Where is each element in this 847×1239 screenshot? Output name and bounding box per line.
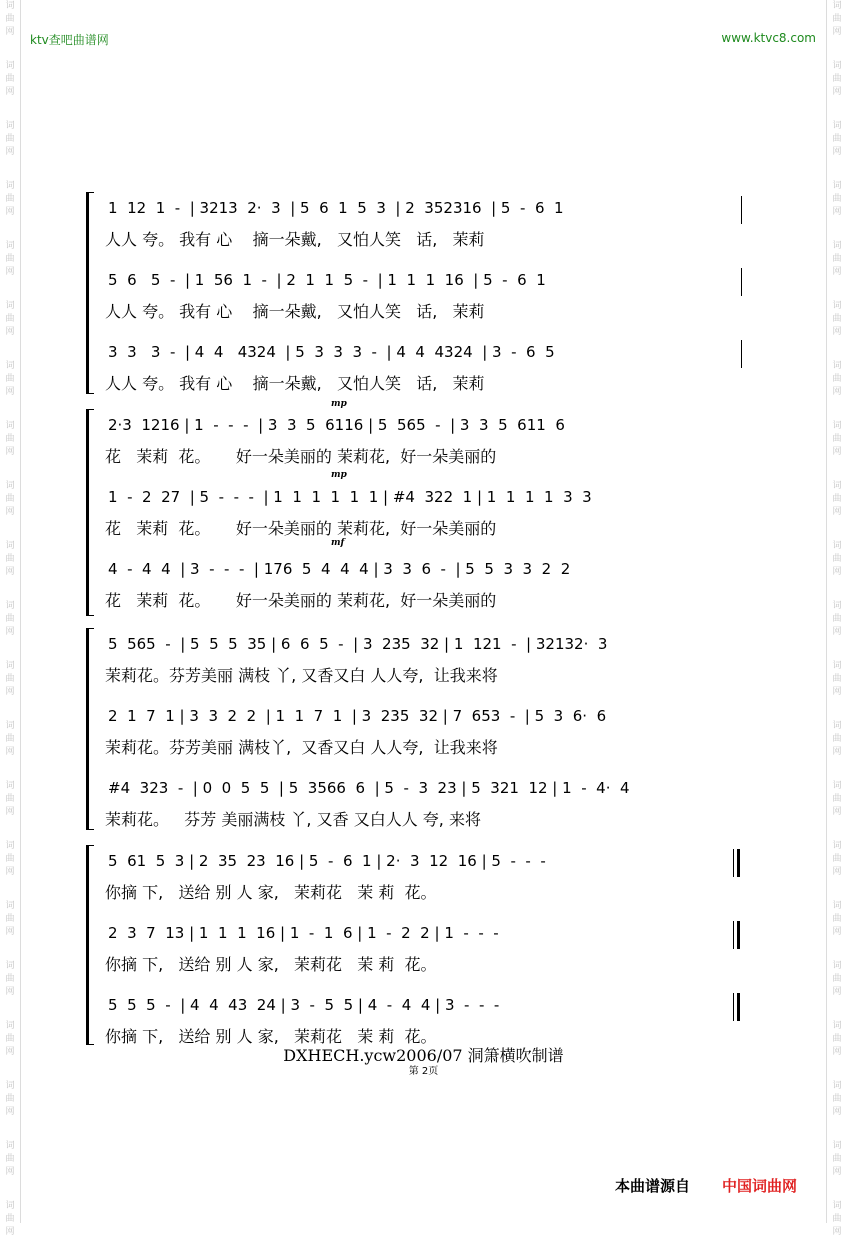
notes: 1 - 2 27 | 5 - - - | 1 1 1 1 1 1 | #4 322 1 | 1 1 1 1 3 3: [108, 488, 592, 506]
watermark-text: 词 曲 网: [832, 121, 842, 157]
header-left-site[interactable]: ktv查吧曲谱网: [30, 33, 109, 47]
watermark-text: 词 曲 网: [832, 841, 842, 877]
watermark-text: 词 曲 网: [832, 301, 842, 337]
watermark-text: 词 曲 网: [832, 1141, 842, 1177]
watermark-text: 词 曲 网: [5, 1, 15, 37]
watermark-text: 词 曲 网: [832, 1081, 842, 1117]
final-barline-thin: [733, 921, 734, 949]
final-barline-thin: [733, 993, 734, 1021]
watermark-text: 词 曲 网: [5, 781, 15, 817]
system-brace: [86, 845, 94, 1045]
notes: 2 1 7 1 | 3 3 2 2 | 1 1 7 1 | 3 235 32 | 7 653 - | 5 3 6· 6: [108, 707, 607, 725]
watermark-text: 词 曲 网: [5, 421, 15, 457]
watermark-text: 词 曲 网: [5, 1021, 15, 1057]
notes: 5 5 5 - | 4 4 43 24 | 3 - 5 5 | 4 - 4 4 | 3 - - -: [108, 996, 500, 1014]
system-brace: [86, 192, 94, 394]
system-brace: [86, 628, 94, 830]
notes: 2·3 1216 | 1 - - - | 3 3 5 6116 | 5 565 - | 3 3 5 611 6: [108, 416, 565, 434]
score-system-4: [86, 843, 742, 1053]
watermark-text: 词 曲 网: [5, 661, 15, 697]
watermark-text: 词 曲 网: [5, 241, 15, 277]
watermark-text: 词 曲 网: [5, 121, 15, 157]
watermark-text: 词 曲 网: [832, 1, 842, 37]
watermark-text: 词 曲 网: [832, 361, 842, 397]
watermark-text: 词 曲 网: [832, 1201, 842, 1237]
lyrics: 人人 夸。 我有 心 摘一朵戴, 又怕人笑 话, 茉莉: [105, 374, 485, 393]
watermark-text: 词 曲 网: [5, 481, 15, 517]
lyrics: 花 茉莉 花。 好一朵美丽的 茉莉花, 好一朵美丽的: [105, 591, 497, 610]
watermark-text: 词 曲 网: [832, 541, 842, 577]
watermark-text: 词 曲 网: [5, 601, 15, 637]
watermark-text: 词 曲 网: [832, 1021, 842, 1057]
watermark-text: 词 曲 网: [5, 961, 15, 997]
watermark-text: 词 曲 网: [832, 481, 842, 517]
notes: 4 - 4 4 | 3 - - - | 176 5 4 4 4 | 3 3 6 - | 5 5 3 3 2 2: [108, 560, 571, 578]
final-barline-thick: [737, 921, 740, 949]
watermark-text: 词 曲 网: [832, 61, 842, 97]
notes: #4 323 - | 0 0 5 5 | 5 3566 6 | 5 - 3 23 | 5 321 12 | 1 - 4· 4: [108, 779, 630, 797]
dynamic-mark: mf: [331, 538, 345, 548]
lyrics: 茉莉花。芬芳美丽 满枝 丫, 又香又白 人人夸, 让我来将: [105, 666, 498, 685]
dynamic-mark: mp: [331, 470, 347, 480]
left-margin-watermark: [0, 0, 21, 1237]
final-barline-thin: [733, 849, 734, 877]
barline: [741, 268, 742, 296]
watermark-text: 词 曲 网: [832, 241, 842, 277]
right-margin-watermark: [826, 0, 847, 1237]
lyrics: 花 茉莉 花。 好一朵美丽的 茉莉花, 好一朵美丽的: [105, 519, 497, 538]
lyrics: 茉莉花。芬芳美丽 满枝丫, 又香又白 人人夸, 让我来将: [105, 738, 498, 757]
system-brace: [86, 409, 94, 616]
watermark-text: 词 曲 网: [832, 601, 842, 637]
watermark-text: 词 曲 网: [5, 361, 15, 397]
watermark-text: 词 曲 网: [5, 61, 15, 97]
header-right-site[interactable]: www.ktvc8.com: [721, 31, 816, 45]
notes: 3 3 3 - | 4 4 4324 | 5 3 3 3 - | 4 4 4324 | 3 - 6 5: [108, 343, 555, 361]
lyrics: 花 茉莉 花。 好一朵美丽的 茉莉花, 好一朵美丽的: [105, 447, 497, 466]
score-system-1: [86, 190, 742, 398]
lyrics: 你摘 下, 送给 别 人 家, 茉莉花 茉 莉 花。: [105, 883, 437, 902]
watermark-text: 词 曲 网: [5, 541, 15, 577]
watermark-text: 词 曲 网: [832, 961, 842, 997]
score-credit: DXHECH.ycw2006/07 洞箫横吹制谱: [283, 1046, 564, 1065]
watermark-text: 词 曲 网: [5, 301, 15, 337]
watermark-text: 词 曲 网: [5, 901, 15, 937]
notes: 5 565 - | 5 5 5 35 | 6 6 5 - | 3 235 32 | 1 121 - | 32132· 3: [108, 635, 608, 653]
dynamic-mark: mp: [331, 399, 347, 409]
notes: 2 3 7 13 | 1 1 1 16 | 1 - 1 6 | 1 - 2 2 | 1 - - -: [108, 924, 499, 942]
watermark-text: 词 曲 网: [5, 721, 15, 757]
lyrics: 人人 夸。 我有 心 摘一朵戴, 又怕人笑 话, 茉莉: [105, 302, 485, 321]
final-barline-thick: [737, 993, 740, 1021]
watermark-text: 词 曲 网: [5, 1201, 15, 1237]
lyrics: 人人 夸。 我有 心 摘一朵戴, 又怕人笑 话, 茉莉: [105, 230, 485, 249]
watermark-text: 词 曲 网: [5, 1141, 15, 1177]
lyrics: 茉莉花。 芬芳 美丽满枝 丫, 又香 又白人人 夸, 来将: [105, 810, 481, 829]
watermark-text: 词 曲 网: [832, 421, 842, 457]
page-number: 第 2页: [408, 1066, 439, 1077]
watermark-text: 词 曲 网: [5, 1081, 15, 1117]
watermark-text: 词 曲 网: [832, 181, 842, 217]
score-system-2: [86, 399, 742, 619]
notes: 5 61 5 3 | 2 35 23 16 | 5 - 6 1 | 2· 3 12 16 | 5 - - -: [108, 852, 546, 870]
watermark-text: 词 曲 网: [832, 661, 842, 697]
watermark-text: 词 曲 网: [832, 901, 842, 937]
score-system-3: [86, 626, 742, 836]
barline: [741, 340, 742, 368]
source-label: 本曲谱源自: [615, 1177, 691, 1195]
lyrics: 你摘 下, 送给 别 人 家, 茉莉花 茉 莉 花。: [105, 955, 437, 974]
notes: 5 6 5 - | 1 56 1 - | 2 1 1 5 - | 1 1 1 16 | 5 - 6 1: [108, 271, 546, 289]
source-site-link[interactable]: 中国词曲网: [722, 1177, 798, 1195]
watermark-text: 词 曲 网: [832, 721, 842, 757]
barline: [741, 196, 742, 224]
notes: 1 12 1 - | 3213 2· 3 | 5 6 1 5 3 | 2 352316 | 5 - 6 1: [108, 199, 564, 217]
lyrics: 你摘 下, 送给 别 人 家, 茉莉花 茉 莉 花。: [105, 1027, 437, 1046]
watermark-text: 词 曲 网: [5, 841, 15, 877]
watermark-text: 词 曲 网: [5, 181, 15, 217]
watermark-text: 词 曲 网: [832, 781, 842, 817]
final-barline-thick: [737, 849, 740, 877]
